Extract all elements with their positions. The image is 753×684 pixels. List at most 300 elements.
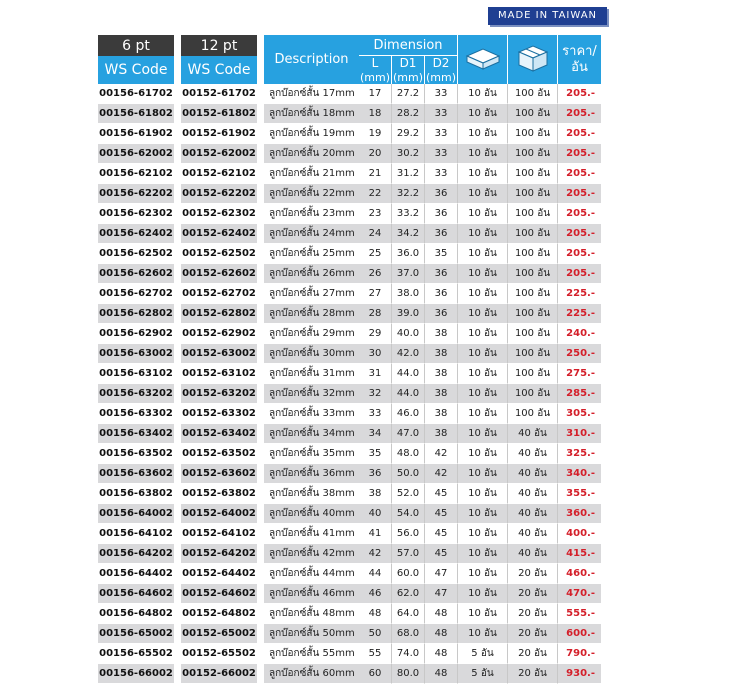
small-box-qty-cell: 10 อัน bbox=[457, 424, 507, 444]
description-cell: ลูกบ๊อกซ์สั้น 32mm bbox=[264, 384, 359, 404]
carton-box-icon bbox=[513, 43, 553, 73]
description-cell: ลูกบ๊อกซ์สั้น 20mm bbox=[264, 144, 359, 164]
table-row bbox=[98, 184, 601, 204]
price-cell: 355.- bbox=[557, 484, 601, 504]
carton-qty-cell: 40 อัน bbox=[507, 504, 557, 524]
small-box-qty-cell: 10 อัน bbox=[457, 584, 507, 604]
description-cell: ลูกบ๊อกซ์สั้น 60mm bbox=[264, 664, 359, 684]
ws-code-6pt: 00156-63402 bbox=[98, 424, 174, 444]
ws-code-6pt: 00156-62302 bbox=[98, 204, 174, 224]
carton-qty-cell: 20 อัน bbox=[507, 564, 557, 584]
dim-D1-cell: 48.0 bbox=[391, 444, 424, 464]
dim-D1-cell: 56.0 bbox=[391, 524, 424, 544]
description-cell: ลูกบ๊อกซ์สั้น 31mm bbox=[264, 364, 359, 384]
carton-qty-cell: 100 อัน bbox=[507, 124, 557, 144]
ws-code-12pt: 00152-62702 bbox=[181, 284, 257, 304]
dim-D1-cell: 33.2 bbox=[391, 204, 424, 224]
dim-D1-cell: 64.0 bbox=[391, 604, 424, 624]
small-box-qty-cell: 10 อัน bbox=[457, 304, 507, 324]
ws-code-12pt: 00152-64402 bbox=[181, 564, 257, 584]
table-row bbox=[98, 164, 601, 184]
description-cell: ลูกบ๊อกซ์สั้น 18mm bbox=[264, 104, 359, 124]
small-box-qty-cell: 10 อัน bbox=[457, 324, 507, 344]
ws-code-12pt: 00152-62302 bbox=[181, 204, 257, 224]
ws-code-12pt: 00152-64202 bbox=[181, 544, 257, 564]
dim-L-cell: 55 bbox=[359, 644, 391, 664]
price-cell: 205.- bbox=[557, 224, 601, 244]
dim-L-cell: 34 bbox=[359, 424, 391, 444]
price-cell: 275.- bbox=[557, 364, 601, 384]
dim-L-cell: 40 bbox=[359, 504, 391, 524]
carton-qty-cell: 100 อัน bbox=[507, 144, 557, 164]
table-row bbox=[98, 304, 601, 324]
description-cell: ลูกบ๊อกซ์สั้น 27mm bbox=[264, 284, 359, 304]
ws-code-12pt: 00152-63102 bbox=[181, 364, 257, 384]
table-row bbox=[98, 584, 601, 604]
carton-qty-cell: 100 อัน bbox=[507, 164, 557, 184]
price-cell: 305.- bbox=[557, 404, 601, 424]
small-box-qty-cell: 10 อัน bbox=[457, 364, 507, 384]
dim-D2-cell: 36 bbox=[424, 284, 457, 304]
price-cell: 205.- bbox=[557, 84, 601, 104]
dim-L-cell: 32 bbox=[359, 384, 391, 404]
dim-D2-cell: 33 bbox=[424, 144, 457, 164]
small-box-qty-cell: 10 อัน bbox=[457, 544, 507, 564]
dim-D1-cell: 34.2 bbox=[391, 224, 424, 244]
price-cell: 470.- bbox=[557, 584, 601, 604]
dim-D1-cell: 38.0 bbox=[391, 284, 424, 304]
ws-code-12pt: 00152-62102 bbox=[181, 164, 257, 184]
ws-code-6pt: 00156-62802 bbox=[98, 304, 174, 324]
table-row bbox=[98, 524, 601, 544]
dim-D1-cell: 40.0 bbox=[391, 324, 424, 344]
ws-code-6pt: 00156-62902 bbox=[98, 324, 174, 344]
dim-D2-cell: 45 bbox=[424, 484, 457, 504]
price-cell: 205.- bbox=[557, 244, 601, 264]
price-cell: 790.- bbox=[557, 644, 601, 664]
ws-code-12pt: 00152-62602 bbox=[181, 264, 257, 284]
ws-code-6pt: 00156-63302 bbox=[98, 404, 174, 424]
carton-qty-cell: 20 อัน bbox=[507, 644, 557, 664]
dim-L-cell: 21 bbox=[359, 164, 391, 184]
ws-code-6pt: 00156-65502 bbox=[98, 644, 174, 664]
dim-D2-cell: 48 bbox=[424, 604, 457, 624]
small-box-qty-cell: 5 อัน bbox=[457, 664, 507, 684]
description-cell: ลูกบ๊อกซ์สั้น 33mm bbox=[264, 404, 359, 424]
table-row bbox=[98, 144, 601, 164]
description-cell: ลูกบ๊อกซ์สั้น 28mm bbox=[264, 304, 359, 324]
ws-code-6pt: 00156-64202 bbox=[98, 544, 174, 564]
small-box-qty-cell: 10 อัน bbox=[457, 504, 507, 524]
table-row bbox=[98, 664, 601, 684]
dim-D2-cell: 33 bbox=[424, 84, 457, 104]
dim-L-cell: 42 bbox=[359, 544, 391, 564]
dim-D1-cell: 36.0 bbox=[391, 244, 424, 264]
dim-D2-cell: 38 bbox=[424, 344, 457, 364]
description-cell: ลูกบ๊อกซ์สั้น 29mm bbox=[264, 324, 359, 344]
table-row bbox=[98, 424, 601, 444]
dim-L-cell: 36 bbox=[359, 464, 391, 484]
ws-code-12pt: 00152-65502 bbox=[181, 644, 257, 664]
price-cell: 415.- bbox=[557, 544, 601, 564]
ws-code-12pt: 00152-64602 bbox=[181, 584, 257, 604]
dim-D1-cell: 42.0 bbox=[391, 344, 424, 364]
description-cell: ลูกบ๊อกซ์สั้น 21mm bbox=[264, 164, 359, 184]
carton-qty-cell: 20 อัน bbox=[507, 604, 557, 624]
price-cell: 205.- bbox=[557, 264, 601, 284]
dim-L-cell: 25 bbox=[359, 244, 391, 264]
small-box-qty-cell: 10 อัน bbox=[457, 204, 507, 224]
ws-code-6pt: 00156-64102 bbox=[98, 524, 174, 544]
dim-L-cell: 44 bbox=[359, 564, 391, 584]
table-row bbox=[98, 204, 601, 224]
dim-D2-cell: 48 bbox=[424, 664, 457, 684]
price-cell: 325.- bbox=[557, 444, 601, 464]
small-box-qty-cell: 10 อัน bbox=[457, 444, 507, 464]
ws-code-12pt: 00152-63302 bbox=[181, 404, 257, 424]
small-box-qty-cell: 5 อัน bbox=[457, 644, 507, 664]
small-box-qty-cell: 10 อัน bbox=[457, 524, 507, 544]
small-box-qty-cell: 10 อัน bbox=[457, 184, 507, 204]
ws-code-12pt: 00152-61902 bbox=[181, 124, 257, 144]
dim-D1-cell: 50.0 bbox=[391, 464, 424, 484]
ws-code-6pt: 00156-63102 bbox=[98, 364, 174, 384]
dim-D2-cell: 36 bbox=[424, 224, 457, 244]
dim-D1-cell: 62.0 bbox=[391, 584, 424, 604]
table-row bbox=[98, 324, 601, 344]
ws-code-12pt: 00152-63202 bbox=[181, 384, 257, 404]
small-box-qty-cell: 10 อัน bbox=[457, 244, 507, 264]
ws-code-6pt: 00156-64002 bbox=[98, 504, 174, 524]
dim-D2-cell: 42 bbox=[424, 444, 457, 464]
ws-code-12pt: 00152-62402 bbox=[181, 224, 257, 244]
carton-qty-cell: 100 อัน bbox=[507, 304, 557, 324]
dim-D1-cell: 47.0 bbox=[391, 424, 424, 444]
small-box-qty-cell: 10 อัน bbox=[457, 264, 507, 284]
dim-D1-cell: 27.2 bbox=[391, 84, 424, 104]
dim-L-cell: 17 bbox=[359, 84, 391, 104]
description-cell: ลูกบ๊อกซ์สั้น 19mm bbox=[264, 124, 359, 144]
small-box-qty-cell: 10 อัน bbox=[457, 144, 507, 164]
ws-code-6pt: 00156-62202 bbox=[98, 184, 174, 204]
small-box-qty-cell: 10 อัน bbox=[457, 164, 507, 184]
description-cell: ลูกบ๊อกซ์สั้น 36mm bbox=[264, 464, 359, 484]
dim-D1-cell: 44.0 bbox=[391, 384, 424, 404]
description-cell: ลูกบ๊อกซ์สั้น 42mm bbox=[264, 544, 359, 564]
dim-L-cell: 38 bbox=[359, 484, 391, 504]
description-header: Description bbox=[264, 35, 359, 84]
description-cell: ลูกบ๊อกซ์สั้น 22mm bbox=[264, 184, 359, 204]
dim-L-cell: 19 bbox=[359, 124, 391, 144]
dim-D2-cell: 33 bbox=[424, 124, 457, 144]
dim-D1-cell: 57.0 bbox=[391, 544, 424, 564]
carton-qty-cell: 40 อัน bbox=[507, 484, 557, 504]
price-cell: 340.- bbox=[557, 464, 601, 484]
dim-D2-cell: 45 bbox=[424, 524, 457, 544]
ws-code-12pt: 00152-62802 bbox=[181, 304, 257, 324]
carton-qty-cell: 100 อัน bbox=[507, 364, 557, 384]
price-header-line2: อัน bbox=[571, 59, 588, 75]
table-row bbox=[98, 124, 601, 144]
table-row bbox=[98, 624, 601, 644]
dim-L-cell: 24 bbox=[359, 224, 391, 244]
carton-qty-cell: 100 อัน bbox=[507, 84, 557, 104]
small-box-qty-cell: 10 อัน bbox=[457, 484, 507, 504]
ws-code-12pt: 00152-63002 bbox=[181, 344, 257, 364]
dim-L-cell: 48 bbox=[359, 604, 391, 624]
price-cell: 930.- bbox=[557, 664, 601, 684]
small-box-qty-cell: 10 อัน bbox=[457, 124, 507, 144]
description-cell: ลูกบ๊อกซ์สั้น 48mm bbox=[264, 604, 359, 624]
table-row bbox=[98, 444, 601, 464]
carton-qty-cell: 100 อัน bbox=[507, 404, 557, 424]
dim-D2-cell: 38 bbox=[424, 324, 457, 344]
table-row bbox=[98, 284, 601, 304]
dim-D2-cell: 38 bbox=[424, 384, 457, 404]
dim-D1-cell: 29.2 bbox=[391, 124, 424, 144]
dim-L-header: L bbox=[359, 56, 391, 70]
dim-D1-unit: (mm) bbox=[392, 70, 423, 84]
carton-qty-cell: 100 อัน bbox=[507, 344, 557, 364]
carton-qty-cell: 100 อัน bbox=[507, 244, 557, 264]
ws-code-6pt: 00156-62602 bbox=[98, 264, 174, 284]
ws-code-6pt: 00156-64402 bbox=[98, 564, 174, 584]
dim-D1-cell: 28.2 bbox=[391, 104, 424, 124]
description-cell: ลูกบ๊อกซ์สั้น 46mm bbox=[264, 584, 359, 604]
description-cell: ลูกบ๊อกซ์สั้น 30mm bbox=[264, 344, 359, 364]
description-cell: ลูกบ๊อกซ์สั้น 26mm bbox=[264, 264, 359, 284]
price-cell: 250.- bbox=[557, 344, 601, 364]
dim-D2-cell: 47 bbox=[424, 564, 457, 584]
small-box-qty-cell: 10 อัน bbox=[457, 404, 507, 424]
dim-D1-cell: 60.0 bbox=[391, 564, 424, 584]
table-row bbox=[98, 104, 601, 124]
carton-qty-cell: 40 อัน bbox=[507, 524, 557, 544]
dim-D2-cell: 48 bbox=[424, 624, 457, 644]
table-row bbox=[98, 604, 601, 624]
ws-code-12pt-header: WS Code bbox=[181, 56, 257, 84]
ws-code-12pt: 00152-64002 bbox=[181, 504, 257, 524]
dim-L-cell: 31 bbox=[359, 364, 391, 384]
dim-L-cell: 33 bbox=[359, 404, 391, 424]
ws-code-6pt: 00156-62702 bbox=[98, 284, 174, 304]
carton-qty-cell: 100 อัน bbox=[507, 224, 557, 244]
dim-L-unit: (mm) bbox=[359, 70, 390, 84]
dim-L-cell: 30 bbox=[359, 344, 391, 364]
table-row bbox=[98, 564, 601, 584]
table-row bbox=[98, 84, 601, 104]
ws-code-6pt: 00156-62002 bbox=[98, 144, 174, 164]
ws-code-6pt: 00156-62502 bbox=[98, 244, 174, 264]
dim-D2-cell: 45 bbox=[424, 544, 457, 564]
small-box-qty-cell: 10 อัน bbox=[457, 344, 507, 364]
ws-code-6pt: 00156-66002 bbox=[98, 664, 174, 684]
dim-D1-cell: 39.0 bbox=[391, 304, 424, 324]
dim-D2-cell: 36 bbox=[424, 264, 457, 284]
ws-code-12pt: 00152-62502 bbox=[181, 244, 257, 264]
description-cell: ลูกบ๊อกซ์สั้น 55mm bbox=[264, 644, 359, 664]
price-cell: 310.- bbox=[557, 424, 601, 444]
ws-code-12pt: 00152-63602 bbox=[181, 464, 257, 484]
description-cell: ลูกบ๊อกซ์สั้น 23mm bbox=[264, 204, 359, 224]
dim-D1-cell: 44.0 bbox=[391, 364, 424, 384]
dim-L-cell: 41 bbox=[359, 524, 391, 544]
price-cell: 400.- bbox=[557, 524, 601, 544]
dim-D2-cell: 35 bbox=[424, 244, 457, 264]
description-cell: ลูกบ๊อกซ์สั้น 24mm bbox=[264, 224, 359, 244]
dim-D2-cell: 38 bbox=[424, 404, 457, 424]
small-box-qty-cell: 10 อัน bbox=[457, 384, 507, 404]
dim-D2-cell: 45 bbox=[424, 504, 457, 524]
ws-code-6pt: 00156-63602 bbox=[98, 464, 174, 484]
ws-code-12pt: 00152-66002 bbox=[181, 664, 257, 684]
price-cell: 225.- bbox=[557, 304, 601, 324]
col-12pt-header: 12 pt bbox=[181, 35, 257, 56]
ws-code-12pt: 00152-64802 bbox=[181, 604, 257, 624]
small-box-qty-cell: 10 อัน bbox=[457, 624, 507, 644]
dim-D1-cell: 46.0 bbox=[391, 404, 424, 424]
col-6pt-header: 6 pt bbox=[98, 35, 174, 56]
table-row bbox=[98, 364, 601, 384]
description-cell: ลูกบ๊อกซ์สั้น 17mm bbox=[264, 84, 359, 104]
carton-header bbox=[507, 35, 557, 84]
ws-code-6pt: 00156-65002 bbox=[98, 624, 174, 644]
small-box-qty-cell: 10 อัน bbox=[457, 104, 507, 124]
description-cell: ลูกบ๊อกซ์สั้น 35mm bbox=[264, 444, 359, 464]
price-cell: 205.- bbox=[557, 104, 601, 124]
table-body bbox=[98, 84, 601, 684]
ws-code-6pt: 00156-63802 bbox=[98, 484, 174, 504]
description-cell: ลูกบ๊อกซ์สั้น 44mm bbox=[264, 564, 359, 584]
dim-D2-cell: 36 bbox=[424, 184, 457, 204]
dim-D2-unit: (mm) bbox=[425, 70, 456, 84]
dim-D2-cell: 38 bbox=[424, 424, 457, 444]
ws-code-12pt: 00152-63802 bbox=[181, 484, 257, 504]
small-box-qty-cell: 10 อัน bbox=[457, 224, 507, 244]
ws-code-6pt: 00156-63002 bbox=[98, 344, 174, 364]
ws-code-12pt: 00152-63502 bbox=[181, 444, 257, 464]
ws-code-12pt: 00152-62002 bbox=[181, 144, 257, 164]
table-row bbox=[98, 224, 601, 244]
dimension-header: Dimension bbox=[359, 35, 457, 56]
ws-code-12pt: 00152-64102 bbox=[181, 524, 257, 544]
ws-code-6pt-header: WS Code bbox=[98, 56, 174, 84]
ws-code-12pt: 00152-63402 bbox=[181, 424, 257, 444]
carton-qty-cell: 100 อัน bbox=[507, 284, 557, 304]
price-cell: 600.- bbox=[557, 624, 601, 644]
dim-L-cell: 28 bbox=[359, 304, 391, 324]
dim-D2-cell: 36 bbox=[424, 204, 457, 224]
made-in-taiwan-badge: MADE IN TAIWAN bbox=[488, 7, 607, 25]
small-box-header bbox=[457, 35, 507, 84]
dim-D1-cell: 37.0 bbox=[391, 264, 424, 284]
description-cell: ลูกบ๊อกซ์สั้น 38mm bbox=[264, 484, 359, 504]
table-row bbox=[98, 484, 601, 504]
price-cell: 205.- bbox=[557, 184, 601, 204]
ws-code-6pt: 00156-64802 bbox=[98, 604, 174, 624]
dim-D1-cell: 54.0 bbox=[391, 504, 424, 524]
ws-code-6pt: 00156-63202 bbox=[98, 384, 174, 404]
dim-D1-cell: 32.2 bbox=[391, 184, 424, 204]
price-cell: 225.- bbox=[557, 284, 601, 304]
dim-D1-cell: 52.0 bbox=[391, 484, 424, 504]
ws-code-6pt: 00156-61902 bbox=[98, 124, 174, 144]
price-cell: 205.- bbox=[557, 124, 601, 144]
table-row bbox=[98, 264, 601, 284]
dim-D2-cell: 38 bbox=[424, 364, 457, 384]
dim-D1-cell: 30.2 bbox=[391, 144, 424, 164]
dim-D2-cell: 42 bbox=[424, 464, 457, 484]
dim-L-cell: 22 bbox=[359, 184, 391, 204]
ws-code-12pt: 00152-61702 bbox=[181, 84, 257, 104]
carton-qty-cell: 20 อัน bbox=[507, 624, 557, 644]
price-cell: 240.- bbox=[557, 324, 601, 344]
price-table bbox=[98, 35, 601, 684]
dim-L-cell: 26 bbox=[359, 264, 391, 284]
ws-code-6pt: 00156-62402 bbox=[98, 224, 174, 244]
dim-L-cell: 23 bbox=[359, 204, 391, 224]
dim-D2-header: D2 bbox=[424, 56, 457, 70]
small-box-qty-cell: 10 อัน bbox=[457, 284, 507, 304]
price-header-line1: ราคา/ bbox=[562, 43, 597, 59]
carton-qty-cell: 100 อัน bbox=[507, 204, 557, 224]
dim-D2-cell: 36 bbox=[424, 304, 457, 324]
ws-code-12pt: 00152-62202 bbox=[181, 184, 257, 204]
dim-D1-cell: 80.0 bbox=[391, 664, 424, 684]
dim-L-cell: 60 bbox=[359, 664, 391, 684]
dim-L-cell: 20 bbox=[359, 144, 391, 164]
dim-L-cell: 29 bbox=[359, 324, 391, 344]
price-cell: 285.- bbox=[557, 384, 601, 404]
dim-D2-cell: 33 bbox=[424, 104, 457, 124]
table-row bbox=[98, 504, 601, 524]
carton-qty-cell: 100 อัน bbox=[507, 184, 557, 204]
dim-L-cell: 46 bbox=[359, 584, 391, 604]
carton-qty-cell: 40 อัน bbox=[507, 424, 557, 444]
price-cell: 360.- bbox=[557, 504, 601, 524]
description-cell: ลูกบ๊อกซ์สั้น 50mm bbox=[264, 624, 359, 644]
table-row bbox=[98, 544, 601, 564]
ws-code-12pt: 00152-61802 bbox=[181, 104, 257, 124]
price-cell: 205.- bbox=[557, 204, 601, 224]
dim-L-cell: 18 bbox=[359, 104, 391, 124]
table-row bbox=[98, 344, 601, 364]
table-row bbox=[98, 384, 601, 404]
ws-code-6pt: 00156-64602 bbox=[98, 584, 174, 604]
dim-D2-cell: 33 bbox=[424, 164, 457, 184]
carton-qty-cell: 40 อัน bbox=[507, 544, 557, 564]
price-cell: 205.- bbox=[557, 144, 601, 164]
price-cell: 205.- bbox=[557, 164, 601, 184]
carton-qty-cell: 20 อัน bbox=[507, 584, 557, 604]
description-cell: ลูกบ๊อกซ์สั้น 41mm bbox=[264, 524, 359, 544]
description-cell: ลูกบ๊อกซ์สั้น 25mm bbox=[264, 244, 359, 264]
price-cell: 555.- bbox=[557, 604, 601, 624]
carton-qty-cell: 40 อัน bbox=[507, 444, 557, 464]
small-box-qty-cell: 10 อัน bbox=[457, 604, 507, 624]
dim-D1-cell: 74.0 bbox=[391, 644, 424, 664]
dim-D1-cell: 68.0 bbox=[391, 624, 424, 644]
ws-code-6pt: 00156-63502 bbox=[98, 444, 174, 464]
description-cell: ลูกบ๊อกซ์สั้น 34mm bbox=[264, 424, 359, 444]
carton-qty-cell: 100 อัน bbox=[507, 324, 557, 344]
carton-qty-cell: 20 อัน bbox=[507, 664, 557, 684]
carton-qty-cell: 100 อัน bbox=[507, 384, 557, 404]
ws-code-12pt: 00152-62902 bbox=[181, 324, 257, 344]
ws-code-12pt: 00152-65002 bbox=[181, 624, 257, 644]
ws-code-6pt: 00156-61702 bbox=[98, 84, 174, 104]
description-cell: ลูกบ๊อกซ์สั้น 40mm bbox=[264, 504, 359, 524]
